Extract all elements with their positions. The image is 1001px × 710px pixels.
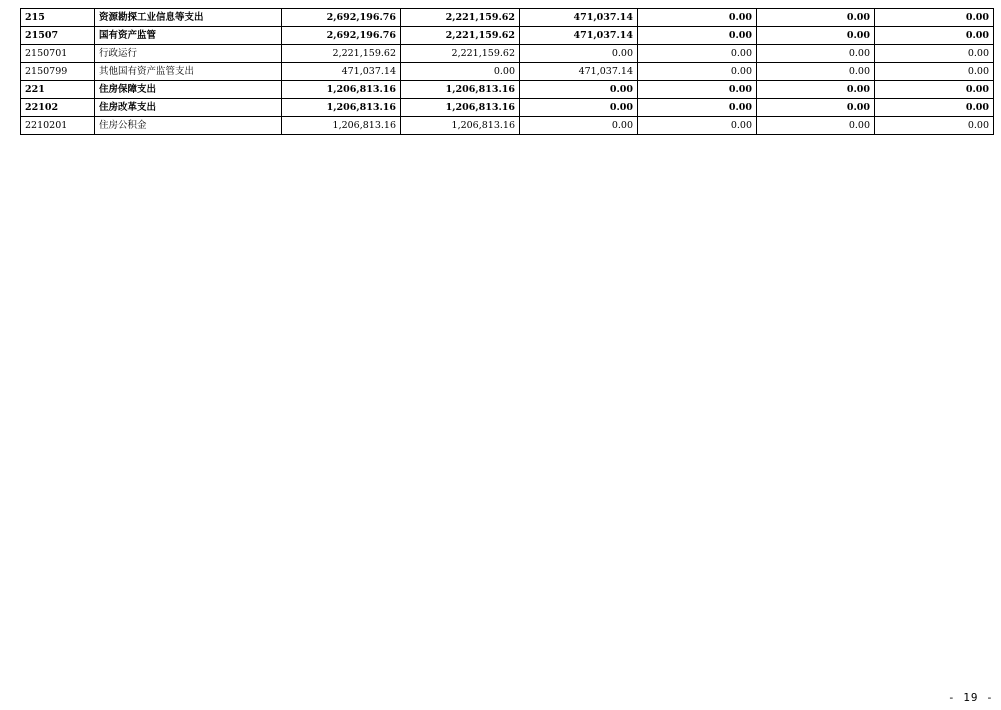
table-body [21, 9, 994, 135]
basic-expenditure-cell: 1,206,813.16 [401, 81, 520, 99]
account-name-cell: 其他国有资产监管支出 [95, 63, 282, 81]
project-expenditure-cell: 471,037.14 [520, 27, 638, 45]
amount-cell-5: 0.00 [757, 27, 875, 45]
amount-cell-6: 0.00 [875, 99, 994, 117]
amount-cell-4: 0.00 [638, 45, 757, 63]
amount-cell-5: 0.00 [757, 99, 875, 117]
basic-expenditure-cell: 2,221,159.62 [401, 9, 520, 27]
account-code-cell: 215 [21, 9, 95, 27]
table-row [21, 9, 994, 27]
amount-cell-5: 0.00 [757, 117, 875, 135]
amount-cell-6: 0.00 [875, 81, 994, 99]
amount-cell-6: 0.00 [875, 45, 994, 63]
amount-cell-4: 0.00 [638, 117, 757, 135]
account-name-cell: 住房改革支出 [95, 99, 282, 117]
amount-cell-6: 0.00 [875, 9, 994, 27]
basic-expenditure-cell: 2,221,159.62 [401, 45, 520, 63]
amount-cell-6: 0.00 [875, 63, 994, 81]
total-amount-cell: 1,206,813.16 [282, 81, 401, 99]
amount-cell-5: 0.00 [757, 45, 875, 63]
amount-cell-5: 0.00 [757, 81, 875, 99]
account-code-cell: 2210201 [21, 117, 95, 135]
amount-cell-4: 0.00 [638, 63, 757, 81]
amount-cell-4: 0.00 [638, 99, 757, 117]
basic-expenditure-cell: 1,206,813.16 [401, 117, 520, 135]
account-code-cell: 21507 [21, 27, 95, 45]
project-expenditure-cell: 471,037.14 [520, 63, 638, 81]
table-row [21, 117, 994, 135]
account-name-cell: 住房保障支出 [95, 81, 282, 99]
expenditure-table [20, 8, 994, 135]
account-code-cell: 221 [21, 81, 95, 99]
table-row [21, 27, 994, 45]
account-code-cell: 22102 [21, 99, 95, 117]
amount-cell-6: 0.00 [875, 117, 994, 135]
amount-cell-4: 0.00 [638, 9, 757, 27]
total-amount-cell: 2,692,196.76 [282, 27, 401, 45]
total-amount-cell: 1,206,813.16 [282, 117, 401, 135]
account-name-cell: 资源勘探工业信息等支出 [95, 9, 282, 27]
page-number: - 19 - [948, 691, 994, 704]
amount-cell-4: 0.00 [638, 27, 757, 45]
account-name-cell: 行政运行 [95, 45, 282, 63]
project-expenditure-cell: 0.00 [520, 99, 638, 117]
basic-expenditure-cell: 0.00 [401, 63, 520, 81]
amount-cell-6: 0.00 [875, 27, 994, 45]
table-row [21, 81, 994, 99]
total-amount-cell: 2,692,196.76 [282, 9, 401, 27]
account-name-cell: 住房公积金 [95, 117, 282, 135]
project-expenditure-cell: 471,037.14 [520, 9, 638, 27]
total-amount-cell: 1,206,813.16 [282, 99, 401, 117]
amount-cell-4: 0.00 [638, 81, 757, 99]
basic-expenditure-cell: 1,206,813.16 [401, 99, 520, 117]
total-amount-cell: 471,037.14 [282, 63, 401, 81]
project-expenditure-cell: 0.00 [520, 81, 638, 99]
total-amount-cell: 2,221,159.62 [282, 45, 401, 63]
account-code-cell: 2150701 [21, 45, 95, 63]
table-row [21, 63, 994, 81]
account-name-cell: 国有资产监管 [95, 27, 282, 45]
project-expenditure-cell: 0.00 [520, 45, 638, 63]
project-expenditure-cell: 0.00 [520, 117, 638, 135]
table-row [21, 45, 994, 63]
account-code-cell: 2150799 [21, 63, 95, 81]
basic-expenditure-cell: 2,221,159.62 [401, 27, 520, 45]
amount-cell-5: 0.00 [757, 63, 875, 81]
table-row [21, 99, 994, 117]
amount-cell-5: 0.00 [757, 9, 875, 27]
